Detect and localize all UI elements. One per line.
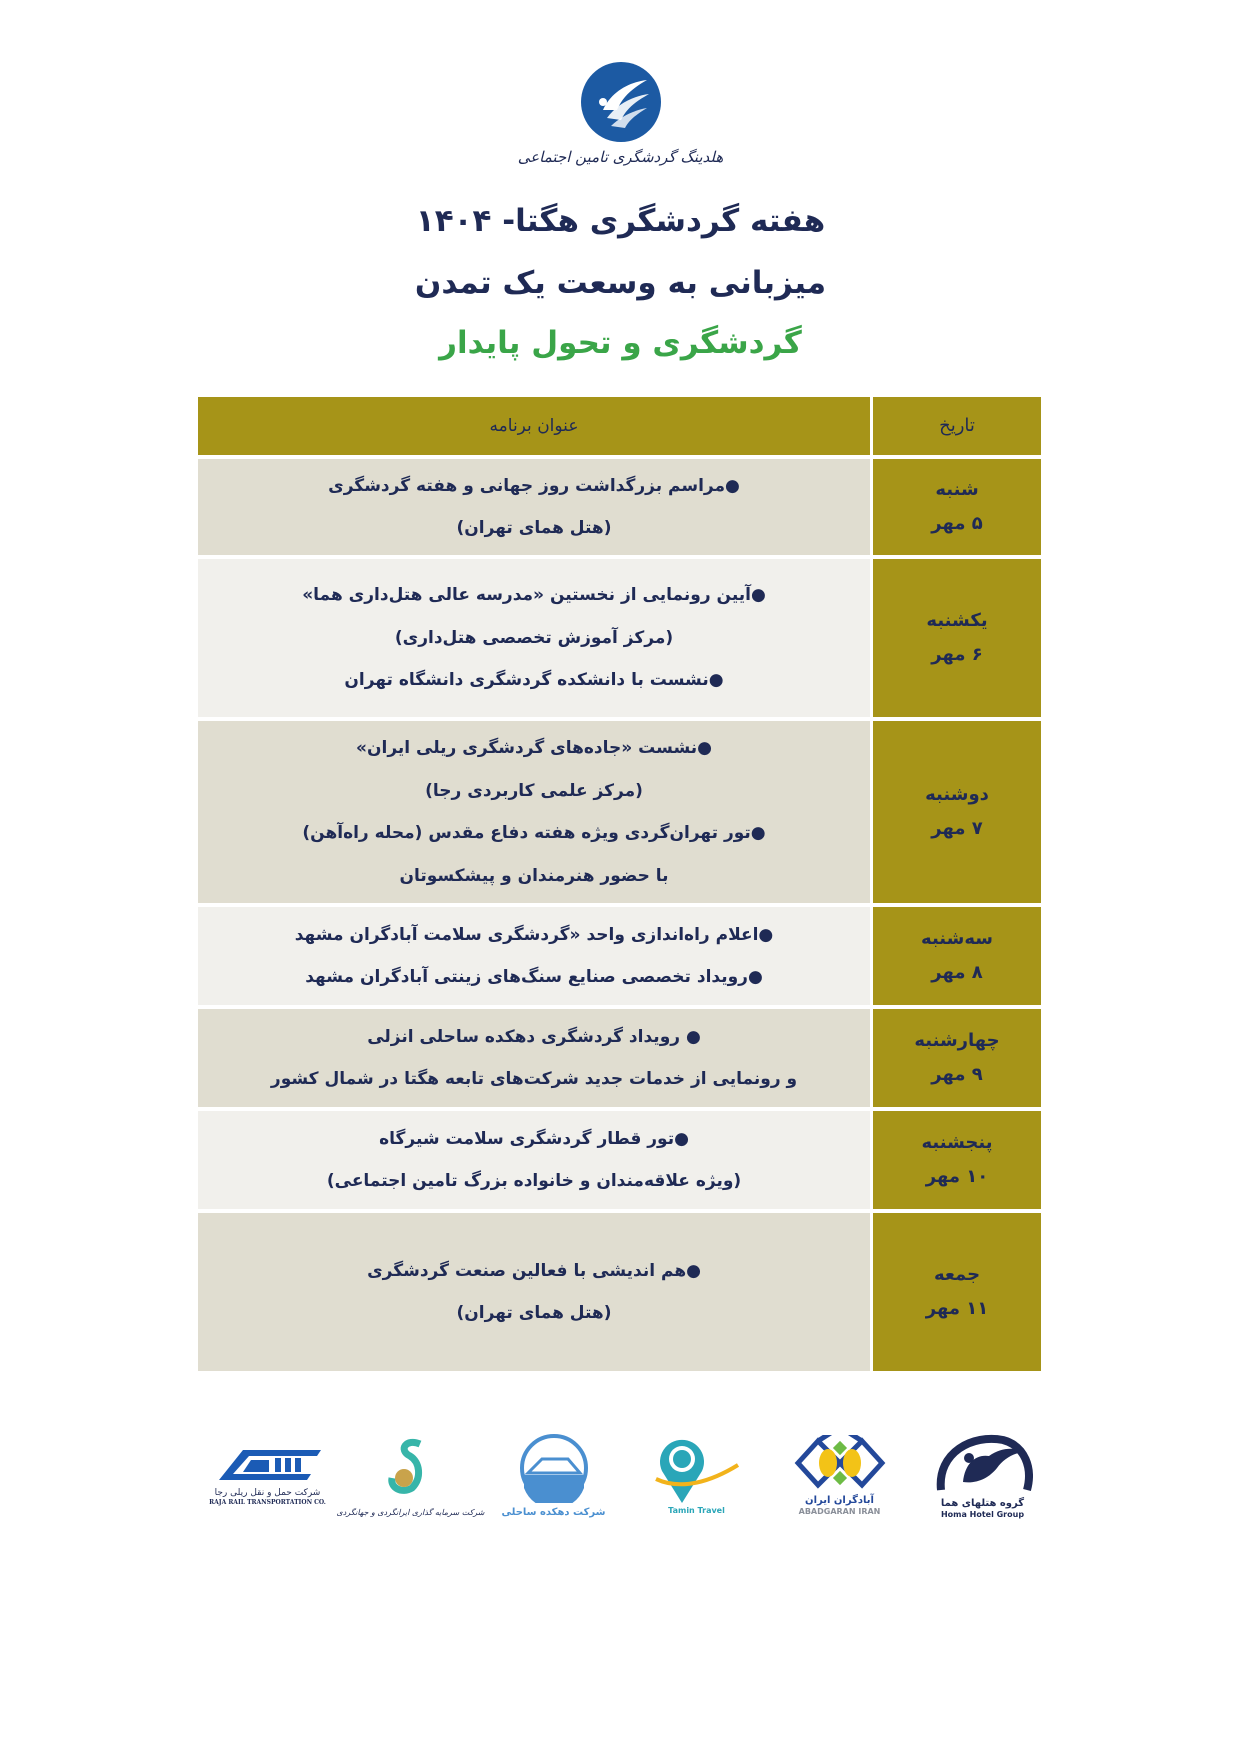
date-label: ۱۱ مهر	[925, 1298, 989, 1319]
program-line: ●آیین رونمایی از نخستین «مدرسه عالی هتل‌داری هما»	[302, 585, 766, 606]
program-line: ●نشست با دانشکده گردشگری دانشگاه تهران	[344, 670, 724, 691]
date-cell	[873, 1111, 1041, 1209]
logo-caption-en: ABADGARAN IRAN	[798, 1506, 881, 1516]
program-cell	[198, 1213, 870, 1371]
logo-caption-en: Homa Hotel Group	[940, 1509, 1025, 1519]
swan-emblem-icon	[376, 1434, 446, 1504]
program-line: با حضور هنرمندان و پیشکسوتان	[399, 865, 669, 886]
logo-caption: شرکت دهکده ساحلی	[501, 1506, 606, 1518]
date-cell	[873, 1009, 1041, 1107]
program-line: ●اعلام راه‌اندازی واحد «گردشگری سلامت آبادگران مشهد	[294, 924, 774, 945]
day-label: سه‌شنبه	[921, 927, 993, 949]
iran-tourism-investment-logo	[336, 1434, 485, 1517]
coastal-village-emblem-icon	[514, 1433, 594, 1503]
date-label: ۷ مهر	[931, 818, 983, 839]
day-label: شنبه	[935, 478, 979, 500]
program-cell	[198, 1111, 870, 1209]
date-label: ۱۰ مهر	[925, 1166, 989, 1187]
table-row	[198, 907, 1041, 1005]
date-cell	[873, 559, 1041, 717]
abadgaran-iran-logo	[777, 1435, 902, 1516]
program-line: ●مراسم بزرگداشت روز جهانی و هفته گردشگری	[328, 475, 740, 496]
table-row	[198, 559, 1041, 717]
date-label: ۵ مهر	[931, 513, 983, 534]
date-cell	[873, 1213, 1041, 1371]
program-line: (مرکز آموزش تخصصی هتل‌داری)	[394, 627, 674, 648]
table-row	[198, 459, 1041, 555]
program-line: (هتل همای تهران)	[456, 1303, 612, 1323]
logo-caption: آبادگران ایران	[805, 1494, 874, 1506]
program-cell	[198, 721, 870, 903]
page-subtitle: میزبانی به وسعت یک تمدن	[414, 265, 827, 301]
schedule-table	[198, 397, 1041, 1375]
tamin-travel-logo	[634, 1435, 759, 1515]
bird-wing-logo-icon	[581, 62, 661, 142]
date-label: ۸ مهر	[931, 962, 983, 983]
page-tagline: گردشگری و تحول پایدار	[439, 325, 802, 361]
holding-logo	[0, 62, 1241, 166]
abadgaran-emblem-icon	[788, 1435, 892, 1491]
column-header-title: عنوان برنامه	[198, 397, 870, 455]
program-line: و رونمایی از خدمات جدید شرکت‌های تابعه هگتا در شمال کشور	[270, 1069, 798, 1089]
program-line: ●نشست «جاده‌های گردشگری ریلی ایران»	[356, 738, 712, 758]
train-emblem-icon	[213, 1444, 323, 1484]
day-label: دوشنبه	[925, 783, 989, 805]
date-cell	[873, 459, 1041, 555]
homa-hotel-logo	[920, 1432, 1045, 1519]
date-cell	[873, 721, 1041, 903]
program-line: (ویژه علاقه‌مندان و خانواده بزرگ تامین اجتماعی)	[326, 1171, 742, 1191]
column-header-date: تاریخ	[873, 397, 1041, 455]
partner-logos	[205, 1420, 1045, 1530]
dehkadeh-saheli-logo	[491, 1433, 616, 1518]
table-row	[198, 1111, 1041, 1209]
program-line: ●تور تهران‌گردی ویژه هفته دفاع مقدس (محله راه‌آهن)	[302, 823, 766, 843]
day-label: یکشنبه	[926, 609, 988, 631]
logo-caption: گروه هتلهای هما	[940, 1497, 1025, 1509]
program-line: ●هم اندیشی با فعالین صنعت گردشگری	[367, 1260, 701, 1281]
day-label: جمعه	[933, 1263, 981, 1285]
program-cell	[198, 559, 870, 717]
program-line: ●تور قطار گردشگری سلامت شیرگاه	[379, 1128, 689, 1149]
table-row	[198, 721, 1041, 903]
logo-caption-en: RAJA RAIL TRANSPORTATION CO.	[209, 1499, 326, 1506]
program-cell	[198, 907, 870, 1005]
program-line: ● رویداد گردشگری دهکده ساحلی انزلی	[367, 1026, 701, 1047]
org-name: هلدینگ گردشگری تامین اجتماعی	[517, 148, 724, 166]
date-label: ۹ مهر	[931, 1064, 983, 1085]
day-label: چهارشنبه	[914, 1029, 1000, 1051]
table-row	[198, 1009, 1041, 1107]
program-cell	[198, 1009, 870, 1107]
date-label: ۶ مهر	[931, 644, 983, 665]
date-cell	[873, 907, 1041, 1005]
table-row	[198, 1213, 1041, 1371]
logo-caption: شرکت سرمایه گذاری ایرانگردی و جهانگردی	[336, 1507, 485, 1517]
table-header-row	[198, 397, 1041, 455]
day-label: پنجشنبه	[921, 1131, 993, 1153]
program-line: (هتل همای تهران)	[456, 518, 612, 538]
program-line: (مرکز علمی کاربردی رجا)	[425, 780, 643, 801]
logo-caption: شرکت حمل و نقل ریلی رجا	[214, 1488, 321, 1498]
program-line: ●رویداد تخصصی صنایع سنگ‌های زینتی آبادگران مشهد	[305, 967, 763, 987]
raja-rail-logo	[205, 1444, 330, 1506]
logo-caption-en: Tamin Travel	[668, 1506, 725, 1515]
program-cell	[198, 459, 870, 555]
page-title: هفته گردشگری هگتا- ۱۴۰۴	[415, 203, 826, 239]
homa-bird-icon	[933, 1432, 1033, 1494]
map-pin-icon	[652, 1435, 742, 1505]
